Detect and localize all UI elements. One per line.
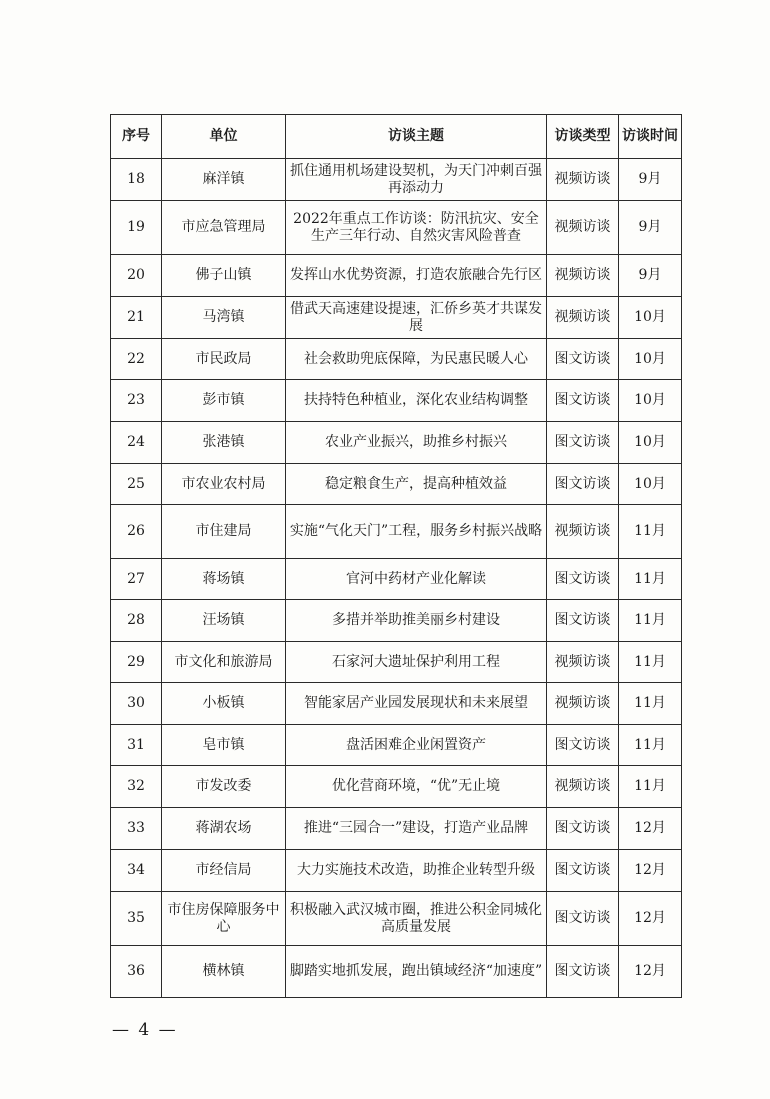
cell-type: 图文访谈 [547,850,619,892]
cell-unit: 蒋场镇 [162,559,286,600]
table-row [111,339,682,380]
cell-topic: 大力实施技术改造，助推企业转型升级 [286,850,547,892]
cell-unit: 彭市镇 [162,380,286,422]
cell-unit: 佛子山镇 [162,255,286,297]
table-row [111,808,682,850]
cell-topic: 石家河大遗址保护利用工程 [286,642,547,683]
cell-unit: 麻洋镇 [162,159,286,201]
cell-time: 11月 [619,505,682,559]
cell-topic: 社会救助兜底保障，为民惠民暖人心 [286,339,547,380]
table-row [111,159,682,201]
cell-topic: 实施“气化天门”工程，服务乡村振兴战略 [286,505,547,559]
header-no: 序号 [111,115,162,159]
cell-unit: 市住房保障服务中心 [162,892,286,946]
cell-unit: 市农业农村局 [162,464,286,505]
cell-no: 26 [111,505,162,559]
cell-unit: 市住建局 [162,505,286,559]
cell-type: 图文访谈 [547,464,619,505]
cell-unit: 市经信局 [162,850,286,892]
cell-time: 10月 [619,422,682,464]
cell-type: 视频访谈 [547,683,619,725]
cell-no: 32 [111,766,162,808]
cell-type: 视频访谈 [547,159,619,201]
cell-type: 视频访谈 [547,766,619,808]
table-row [111,725,682,766]
cell-no: 28 [111,600,162,642]
cell-topic: 稳定粮食生产，提高种植效益 [286,464,547,505]
cell-no: 31 [111,725,162,766]
cell-no: 23 [111,380,162,422]
cell-time: 11月 [619,683,682,725]
cell-time: 12月 [619,850,682,892]
cell-type: 视频访谈 [547,642,619,683]
cell-topic: 优化营商环境，“优”无止境 [286,766,547,808]
cell-no: 34 [111,850,162,892]
header-unit: 单位 [162,115,286,159]
cell-type: 图文访谈 [547,422,619,464]
cell-no: 27 [111,559,162,600]
cell-no: 36 [111,946,162,998]
table-row [111,559,682,600]
cell-no: 22 [111,339,162,380]
table-row [111,201,682,255]
cell-time: 9月 [619,255,682,297]
table-row [111,683,682,725]
cell-topic: 智能家居产业园发展现状和未来展望 [286,683,547,725]
cell-topic: 推进“三园合一”建设，打造产业品牌 [286,808,547,850]
table-row [111,297,682,339]
cell-time: 10月 [619,339,682,380]
table-row [111,642,682,683]
cell-type: 视频访谈 [547,505,619,559]
header-type: 访谈类型 [547,115,619,159]
cell-time: 9月 [619,159,682,201]
cell-unit: 市文化和旅游局 [162,642,286,683]
cell-unit: 皂市镇 [162,725,286,766]
table-row [111,255,682,297]
cell-unit: 蒋湖农场 [162,808,286,850]
cell-no: 21 [111,297,162,339]
cell-time: 10月 [619,380,682,422]
cell-no: 30 [111,683,162,725]
cell-type: 视频访谈 [547,255,619,297]
table-row [111,766,682,808]
table-row [111,892,682,946]
table-row [111,600,682,642]
table-row [111,380,682,422]
page-number: — 4 — [112,1020,178,1040]
cell-time: 9月 [619,201,682,255]
cell-time: 10月 [619,464,682,505]
cell-time: 11月 [619,725,682,766]
cell-time: 11月 [619,559,682,600]
cell-unit: 小板镇 [162,683,286,725]
cell-no: 20 [111,255,162,297]
cell-no: 25 [111,464,162,505]
cell-time: 12月 [619,946,682,998]
cell-type: 图文访谈 [547,946,619,998]
cell-topic: 官河中药材产业化解读 [286,559,547,600]
cell-topic: 扶持特色种植业，深化农业结构调整 [286,380,547,422]
cell-topic: 借武天高速建设提速，汇侨乡英才共谋发展 [286,297,547,339]
cell-time: 12月 [619,892,682,946]
cell-time: 11月 [619,642,682,683]
cell-type: 视频访谈 [547,201,619,255]
table-row [111,946,682,998]
cell-topic: 抓住通用机场建设契机，为天门冲刺百强再添动力 [286,159,547,201]
cell-unit: 市发改委 [162,766,286,808]
table-row [111,850,682,892]
cell-type: 图文访谈 [547,600,619,642]
table-row [111,422,682,464]
cell-topic: 农业产业振兴，助推乡村振兴 [286,422,547,464]
cell-topic: 脚踏实地抓发展，跑出镇域经济“加速度” [286,946,547,998]
cell-no: 18 [111,159,162,201]
cell-unit: 市民政局 [162,339,286,380]
cell-type: 图文访谈 [547,808,619,850]
cell-type: 图文访谈 [547,559,619,600]
cell-type: 图文访谈 [547,339,619,380]
cell-topic: 多措并举助推美丽乡村建设 [286,600,547,642]
cell-unit: 市应急管理局 [162,201,286,255]
cell-unit: 汪场镇 [162,600,286,642]
cell-unit: 横林镇 [162,946,286,998]
cell-type: 图文访谈 [547,380,619,422]
cell-no: 24 [111,422,162,464]
cell-no: 19 [111,201,162,255]
header-time: 访谈时间 [619,115,682,159]
cell-unit: 张港镇 [162,422,286,464]
header-row [111,115,682,159]
cell-type: 图文访谈 [547,892,619,946]
cell-time: 10月 [619,297,682,339]
cell-time: 12月 [619,808,682,850]
cell-type: 视频访谈 [547,297,619,339]
cell-unit: 马湾镇 [162,297,286,339]
interview-schedule-table [110,114,682,998]
cell-time: 11月 [619,600,682,642]
header-topic: 访谈主题 [286,115,547,159]
cell-topic: 2022年重点工作访谈：防汛抗灾、安全生产三年行动、自然灾害风险普查 [286,201,547,255]
cell-type: 图文访谈 [547,725,619,766]
cell-no: 29 [111,642,162,683]
cell-no: 33 [111,808,162,850]
cell-no: 35 [111,892,162,946]
table-row [111,505,682,559]
cell-topic: 发挥山水优势资源，打造农旅融合先行区 [286,255,547,297]
cell-topic: 积极融入武汉城市圈，推进公积金同城化高质量发展 [286,892,547,946]
cell-time: 11月 [619,766,682,808]
table-row [111,464,682,505]
cell-topic: 盘活困难企业闲置资产 [286,725,547,766]
